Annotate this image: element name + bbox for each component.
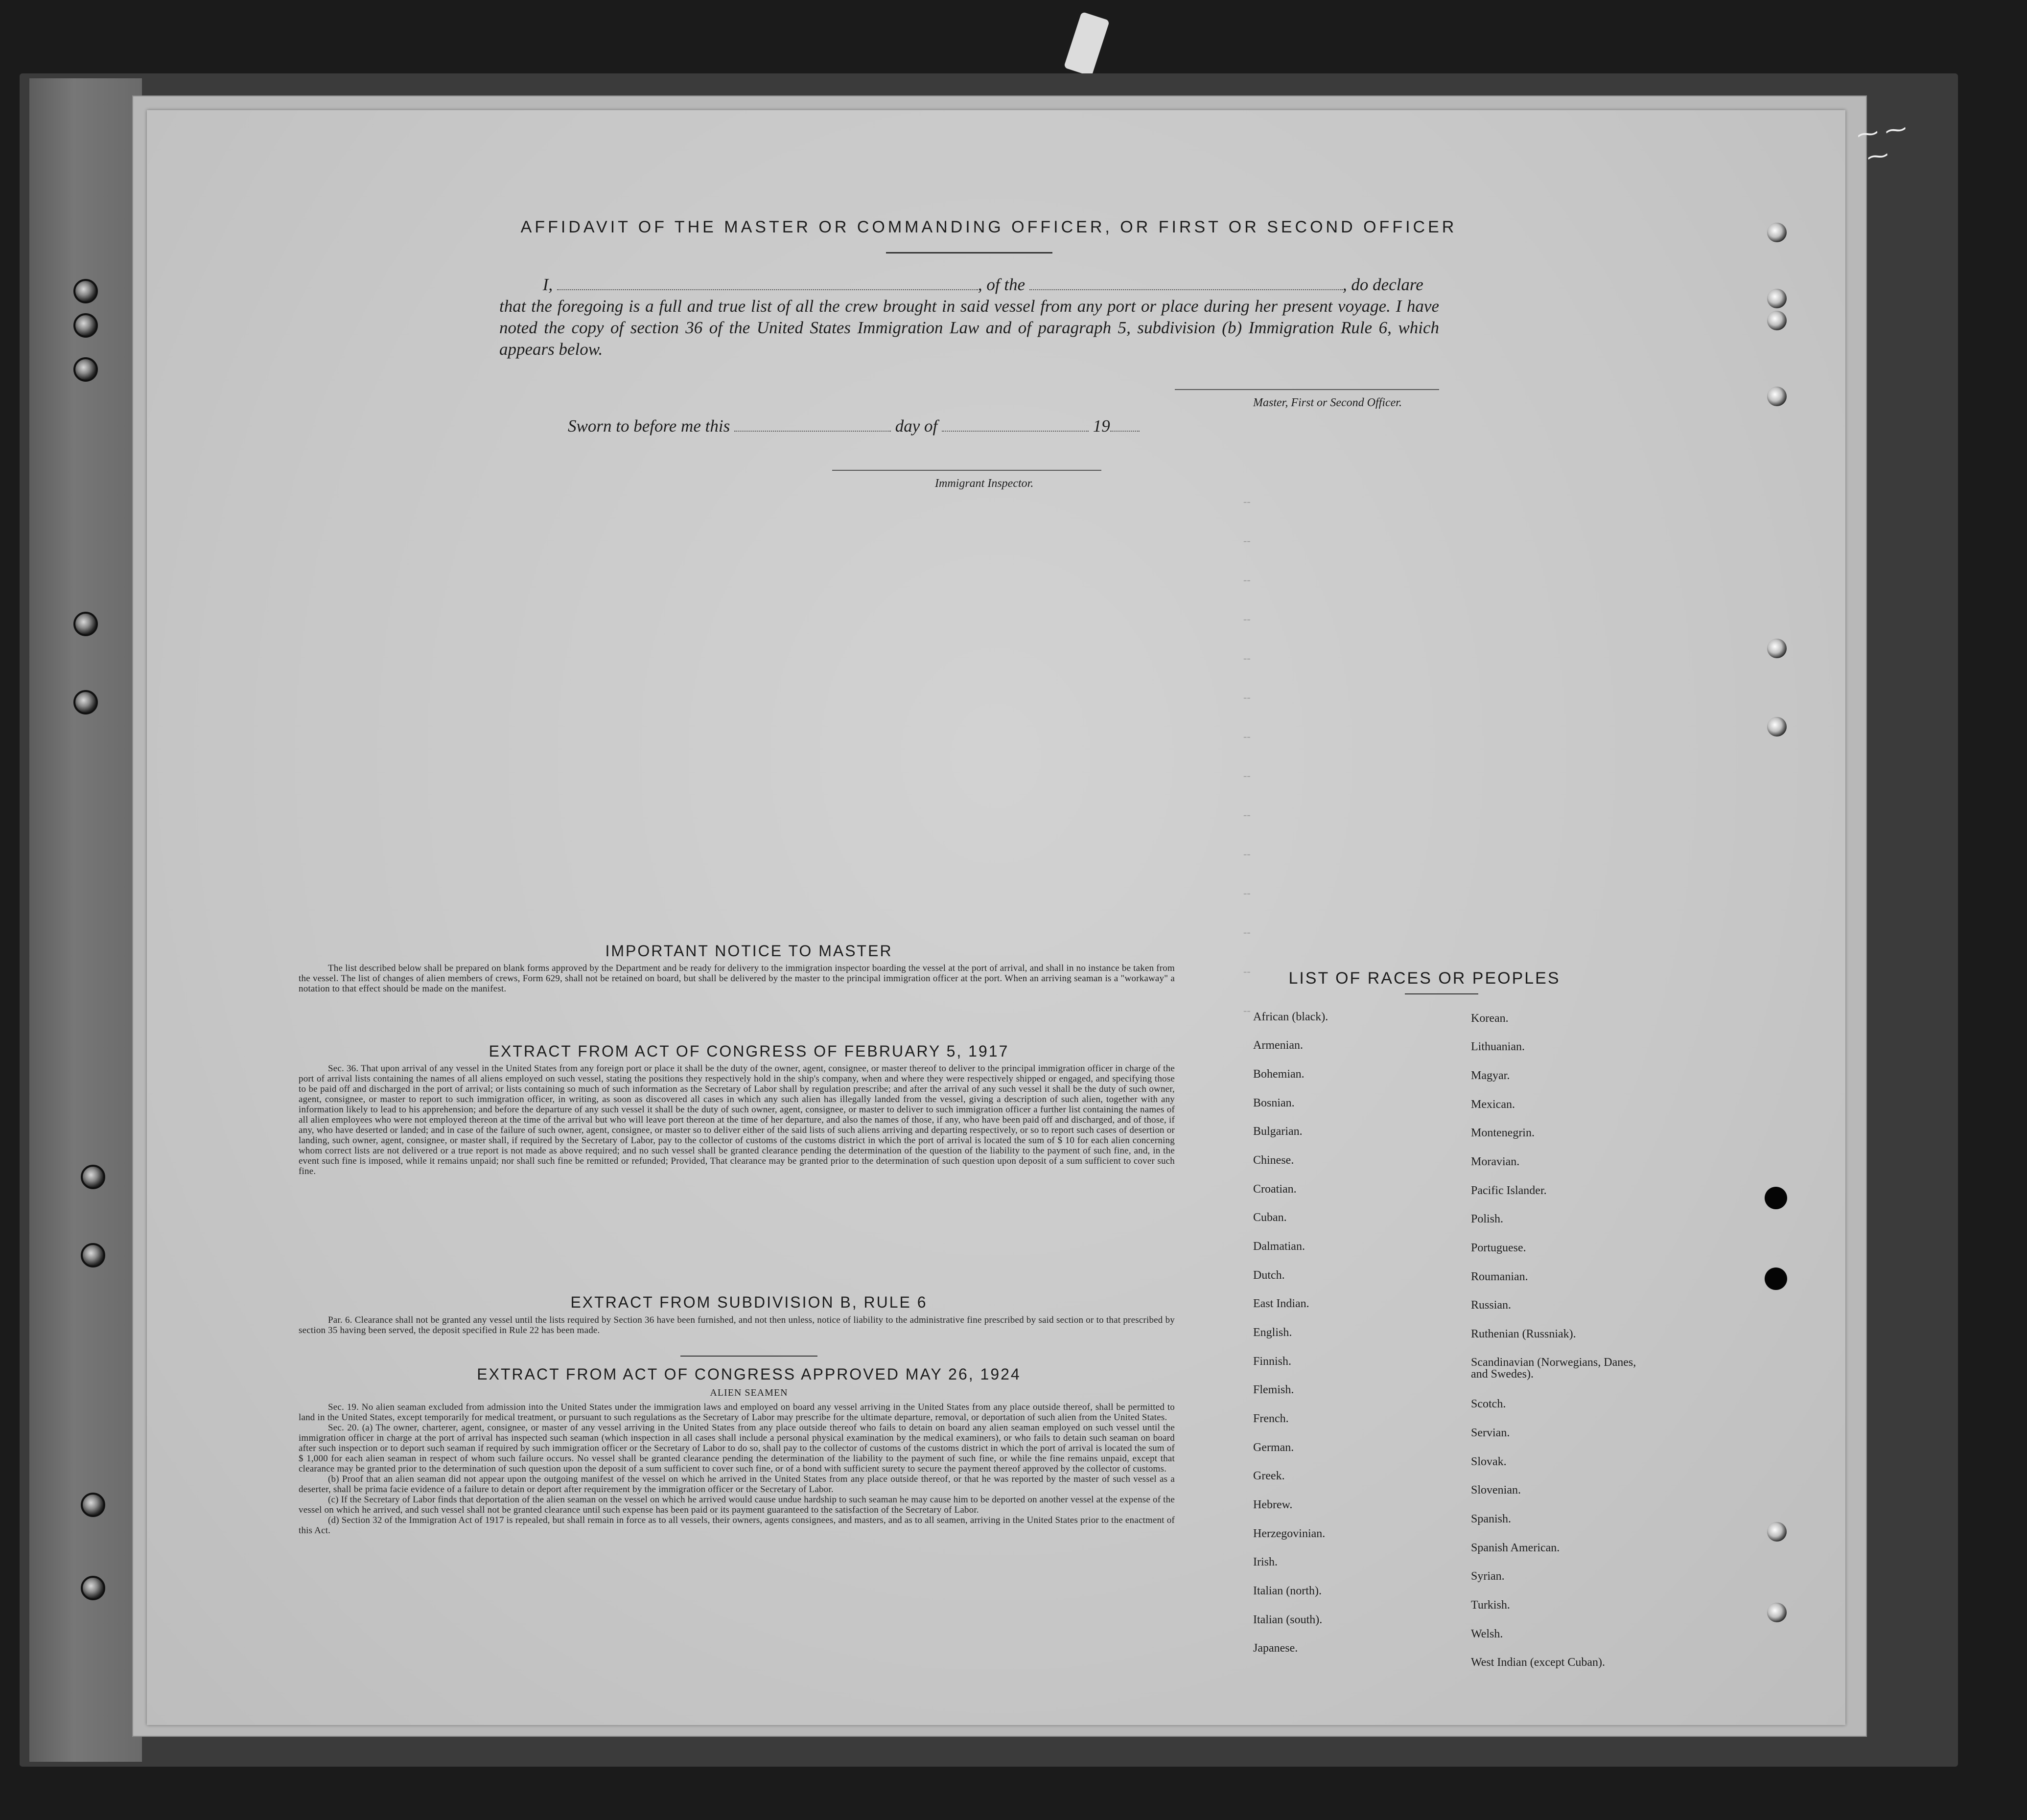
notice-text: The list described below shall be prepared on blank forms approved by the Department and be ready for delivery to the immigration inspector boarding the vessel at the port of arrival, and shall in no instance be taken from the vessel. The list of changes of alien members of crews, Form 629, shall not be retained on board, but shall be delivered by the master to the principal immigration officer at the port. When an arriving seaman is a "workaway" a notation to that effect should be made on the manifest.	[299, 963, 1175, 994]
sworn-statement	[568, 416, 1140, 436]
extract-1917-title: EXTRACT FROM ACT OF CONGRESS OF FEBRUARY 5, 1917	[489, 1042, 1009, 1060]
declarant-label: I,	[542, 275, 553, 294]
sworn-month-field[interactable]	[942, 416, 1089, 432]
race-item: West Indian (except Cuban).	[1471, 1656, 1605, 1669]
binder-ring-icon	[73, 690, 98, 714]
race-item: Welsh.	[1471, 1628, 1503, 1640]
affidavit-title: AFFIDAVIT OF THE MASTER OR COMMANDING OFFICER, OR FIRST OR SECOND OFFICER	[520, 218, 1457, 236]
race-item: Chinese.	[1253, 1154, 1294, 1167]
race-item: Spanish American.	[1471, 1542, 1560, 1554]
races-title-rule	[1405, 993, 1478, 994]
race-item: Lithuanian.	[1471, 1040, 1525, 1053]
race-item: Greek.	[1253, 1470, 1285, 1482]
race-item: Servian.	[1471, 1427, 1510, 1439]
race-item: Finnish.	[1253, 1355, 1292, 1368]
punch-hole-icon	[1767, 1603, 1787, 1622]
race-item: Hebrew.	[1253, 1498, 1293, 1511]
vessel-label: , of the	[978, 275, 1025, 294]
race-item: Irish.	[1253, 1556, 1278, 1568]
punch-hole-icon	[1767, 223, 1787, 242]
race-item: Armenian.	[1253, 1039, 1303, 1052]
rule6-rule	[680, 1356, 817, 1357]
inspector-signature-line[interactable]	[832, 470, 1101, 471]
day-of-label: day of	[895, 416, 938, 436]
punch-hole-icon	[1767, 387, 1787, 406]
race-item: Turkish.	[1471, 1599, 1510, 1612]
race-item: Roumanian.	[1471, 1270, 1528, 1283]
race-item: Cuban.	[1253, 1211, 1287, 1224]
race-item: Italian (north).	[1253, 1585, 1322, 1597]
sworn-year-field[interactable]	[1110, 416, 1140, 432]
race-item: Dalmatian.	[1253, 1240, 1305, 1253]
document-page	[147, 110, 1845, 1725]
punch-hole-icon	[1765, 1267, 1787, 1290]
race-item: African (black).	[1253, 1011, 1328, 1023]
binder-ring-icon	[73, 612, 98, 636]
race-item: French.	[1253, 1412, 1289, 1425]
punch-hole-icon	[1765, 1187, 1787, 1209]
extract-1924-text: Sec. 19. No alien seaman excluded from admission into the United States under the immigration laws and employed on board any vessel arriving in the United States from any place outside thereof, shall be permitted to land in the United States, except temporarily for medical treatment, or pursuant to such regulations as the Secretary of Labor may prescribe for the ultimate departure, removal, or deportation of such alien from the United States. Sec. 20. (a) The owner, charterer, agent, consignee, or master of any vessel arriving in the United States from any place outside thereof who fails to detain on board any alien seaman employed on such vessel until the immigration officer in charge at the port of arrival has inspected such seaman (which inspection in all cases shall include a personal physical examination by the medical examiners), or who fails to detain such seaman on board after such inspection or to deport such seaman if required by such immigration officer or the Secretary of Labor to do so, shall pay to the collector of customs of the customs district in which the port of arrival is located the sum of $ 1,000 for each alien seaman in respect of whom such failure occurs. No vessel shall be granted clearance pending the determination of the liability to the payment of such fine, or while the fine remains unpaid, except that clearance may be granted prior to the determination of such question upon the deposit of a sum sufficient to cover such fine, or of a bond with sufficient surety to secure the payment thereof approved by the collector of customs. (b) Proof that an alien seaman did not appear upon the outgoing manifest of the vessel on which he arrived in the United States from any place outside thereof, or that he was reported by the master of such vessel as a deserter, shall be prima facie evidence of a failure to detain or deport after requirement by the immigration officer or the Secretary of Labor. (c) If the Secretary of Labor finds that deportation of the alien seaman on the vessel on which he arrived would cause undue hardship to such seaman he may cause him to be deported on another vessel at the expense of the vessel on which he arrived, and such vessel shall not be granted clearance until such expense has been paid or its payment guaranteed to the satisfaction of the Secretary of Labor. (d) Section 32 of the Immigration Act of 1917 is repealed, but shall remain in force as to all vessels, their owners, agents consignees, and masters, and as to all seamen, arriving in the United States prior to the enactment of this Act.	[299, 1402, 1175, 1536]
punch-hole-icon	[1767, 289, 1787, 308]
race-item: Bosnian.	[1253, 1097, 1295, 1109]
affidavit-title-rule	[886, 252, 1052, 253]
race-item: Montenegrin.	[1471, 1127, 1535, 1139]
punch-hole-icon	[1767, 717, 1787, 737]
races-title: LIST OF RACES OR PEOPLES	[1288, 969, 1561, 988]
binder-ring-icon	[81, 1493, 105, 1517]
race-item: Slovak.	[1471, 1455, 1507, 1468]
race-item: English.	[1253, 1326, 1292, 1339]
corner-pencil-mark: ⁓ ⁓ ⁓	[1855, 116, 1909, 171]
race-item: Pacific Islander.	[1471, 1184, 1547, 1197]
paper-clip	[1064, 12, 1110, 77]
race-item: German.	[1253, 1441, 1294, 1454]
race-item: East Indian.	[1253, 1297, 1309, 1310]
vessel-name-field[interactable]	[1029, 275, 1343, 290]
race-item: Magyar.	[1471, 1069, 1510, 1082]
alien-seamen-subtitle: ALIEN SEAMEN	[710, 1387, 788, 1398]
affidavit-body: that the foregoing is a full and true list of all the crew brought in said vessel from any port or place during her present voyage. I have noted the copy of section 36 of the United States Immigration Law and of paragraph 5, subdivision (b) Immigration Rule 6, which appears below.	[499, 297, 1439, 359]
master-signature-line[interactable]	[1175, 389, 1439, 390]
bleed-through-marks: -- -- -- -- -- -- -- -- -- -- -- -- -- --	[1243, 495, 1251, 1016]
race-item: Scotch.	[1471, 1398, 1506, 1410]
race-item: Russian.	[1471, 1299, 1512, 1312]
sworn-day-field[interactable]	[734, 416, 891, 432]
rule6-text: Par. 6. Clearance shall not be granted any vessel until the lists required by Section 36 have been furnished, and not then unless, notice of liability to the administrative fine prescribed by said section or to that prescribed by section 35 having been served, the deposit specified in Rule 22 has been made.	[299, 1315, 1175, 1336]
master-signature-label: Master, First or Second Officer.	[1253, 396, 1402, 409]
race-item: Bohemian.	[1253, 1068, 1305, 1081]
race-item: Dutch.	[1253, 1269, 1285, 1282]
declarant-name-field[interactable]	[557, 275, 978, 290]
binder-ring-icon	[73, 313, 98, 338]
race-item: Bulgarian.	[1253, 1125, 1303, 1138]
year-prefix: 19	[1093, 416, 1110, 436]
race-item: Moravian.	[1471, 1155, 1520, 1168]
race-item: Portuguese.	[1471, 1242, 1526, 1254]
race-item: Croatian.	[1253, 1183, 1297, 1196]
extract-1924-title: EXTRACT FROM ACT OF CONGRESS APPROVED MAY 26, 1924	[477, 1365, 1021, 1383]
binder-ring-icon	[81, 1576, 105, 1600]
punch-hole-icon	[1767, 311, 1787, 330]
race-item: Spanish.	[1471, 1513, 1512, 1525]
race-item: Slovenian.	[1471, 1484, 1521, 1497]
race-item: Mexican.	[1471, 1098, 1515, 1111]
race-item: Scandinavian (Norwegians, Danes, and Swedes).	[1471, 1356, 1636, 1381]
race-item: Ruthenian (Russniak).	[1471, 1328, 1576, 1340]
binder-ring-icon	[81, 1165, 105, 1189]
race-item: Japanese.	[1253, 1642, 1298, 1655]
sworn-label: Sworn to before me this	[568, 416, 730, 436]
race-item: Italian (south).	[1253, 1613, 1323, 1626]
punch-hole-icon	[1767, 639, 1787, 658]
binder-ring-icon	[73, 357, 98, 382]
race-item: Polish.	[1471, 1213, 1504, 1225]
affidavit-declaration	[499, 274, 1439, 360]
binder-ring-icon	[73, 279, 98, 303]
race-item: Korean.	[1471, 1012, 1509, 1025]
race-item: Flemish.	[1253, 1383, 1294, 1396]
declare-label: , do declare	[1342, 275, 1423, 294]
extract-1917-text: Sec. 36. That upon arrival of any vessel in the United States from any foreign port or place it shall be the duty of the owner, agent, consignee, or master thereof to deliver to the principal immigration officer in charge of the port of arrival lists containing the names of all aliens employed on such vessel, stating the positions they respectively hold in the ship's company, when and where they were respectively shipped or engaged, and specifying those to be paid off and discharged in the port of arrival; or lists containing so much of such information as the Secretary of Labor shall by regulation prescribe; and after the arrival of any such vessel it shall be the duty of such owner, agent, consignee, or master to report to such immigration officer, in writing, as soon as discovered all cases in which any such alien has illegally landed from the vessel, giving a description of such alien, together with any information likely to lead to his apprehension; and before the departure of any such vessel it shall be the duty of such owner, agent, consignee, or master to deliver to such immigration officer a further list containing the names of all alien employees who were not employed thereon at the time of the arrival but who will leave port thereon at the time of her departure, and also the names of those, if any, who have been paid off and discharged, and of those, if any, who have deserted or landed; and in case of the failure of such owner, agent, consignee, or master so to deliver either of the said lists of such aliens arriving and departing respectively, or so to report such cases of desertion or landing, such owner, agent, consignee, or master shall, if required by the Secretary of Labor, pay to the collector of customs of the customs district in which the port of arrival is located the sum of $ 10 for each alien concerning whom correct lists are not delivered or a true report is not made as above required; and no such vessel shall be granted clearance pending the determination of the question of the liability to the payment of such fine, and, in the event such fine is imposed, while it remains unpaid; nor shall such fine be remitted or refunded; Provided, That clearance may be granted prior to the determination of such question upon deposit of a sum sufficient to cover such fine.	[299, 1063, 1175, 1176]
binder-ring-icon	[81, 1243, 105, 1267]
rule6-title: EXTRACT FROM SUBDIVISION B, RULE 6	[570, 1293, 928, 1311]
inspector-label: Immigrant Inspector.	[935, 477, 1034, 490]
race-item: Herzegovinian.	[1253, 1527, 1326, 1540]
notice-title: IMPORTANT NOTICE TO MASTER	[605, 942, 893, 960]
punch-hole-icon	[1767, 1522, 1787, 1542]
race-item: Syrian.	[1471, 1570, 1505, 1583]
